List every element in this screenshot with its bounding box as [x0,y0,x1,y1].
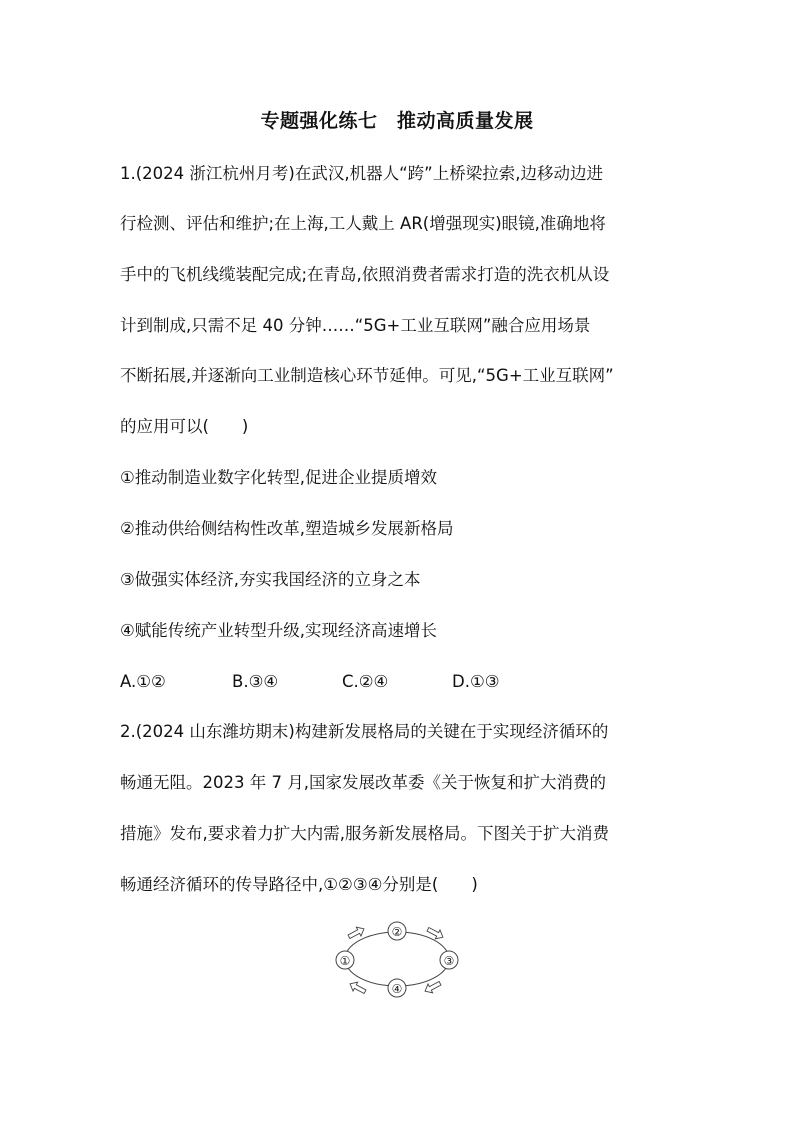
svg-text:②: ② [391,925,403,939]
q1-stem-line: 1.(2024 浙江杭州月考)在武汉,机器人“跨”上桥梁拉索,边移动边进 [120,164,603,183]
q1-stem-line: 行检测、评估和维护;在上海,工人戴上 AR(增强现实)眼镜,准确地将 [120,214,606,233]
arrow-icon [426,925,446,942]
q1-stem-line: 不断拓展,并逐渐向工业制造核心环节延伸。可见,“5G+工业互联网” [120,366,614,385]
q2-stem-line: 畅通经济循环的传导路径中,①②③④分别是( ) [120,875,478,894]
option-d[interactable]: D.①③ [452,672,500,691]
svg-text:③: ③ [443,954,455,968]
q1-stem-line: 手中的飞机线缆装配完成;在青岛,依照消费者需求打造的洗衣机从设 [120,265,610,284]
cycle-node-2 [388,922,406,940]
q1-stem-line: 的应用可以( ) [120,417,249,436]
option-c[interactable]: C.②④ [342,672,389,691]
cycle-node-4 [388,979,406,997]
q2-stem-line: 畅通无阻。2023 年 7 月,国家发展改革委《关于恢复和扩大消费的 [120,773,606,792]
arrow-icon [348,979,368,996]
svg-text:④: ④ [391,982,403,996]
q1-statement-1: ①推动制造业数字化转型,促进企业提质增效 [120,468,438,487]
q1-statement-2: ②推动供给侧结构性改革,塑造城乡发展新格局 [120,519,454,538]
q1-statement-3: ③做强实体经济,夯实我国经济的立身之本 [120,570,421,589]
q1-options [120,671,640,695]
cycle-node-3 [440,951,458,969]
option-a[interactable]: A.①② [120,672,166,691]
page-title: 专题强化练七 推动高质量发展 [260,110,534,132]
cycle-diagram [322,915,472,1001]
cycle-node-1 [336,951,354,969]
option-b[interactable]: B.③④ [232,672,279,691]
q2-stem-line: 2.(2024 山东潍坊期末)构建新发展格局的关键在于实现经济循环的 [120,722,609,741]
q2-stem-line: 措施》发布,要求着力扩大内需,服务新发展格局。下图关于扩大消费 [120,824,609,843]
svg-text:①: ① [339,954,351,968]
q1-statement-4: ④赋能传统产业转型升级,实现经济高速增长 [120,621,438,640]
q1-stem-line: 计到制成,只需不足 40 分钟……“5G+工业互联网”融合应用场景 [120,316,591,335]
